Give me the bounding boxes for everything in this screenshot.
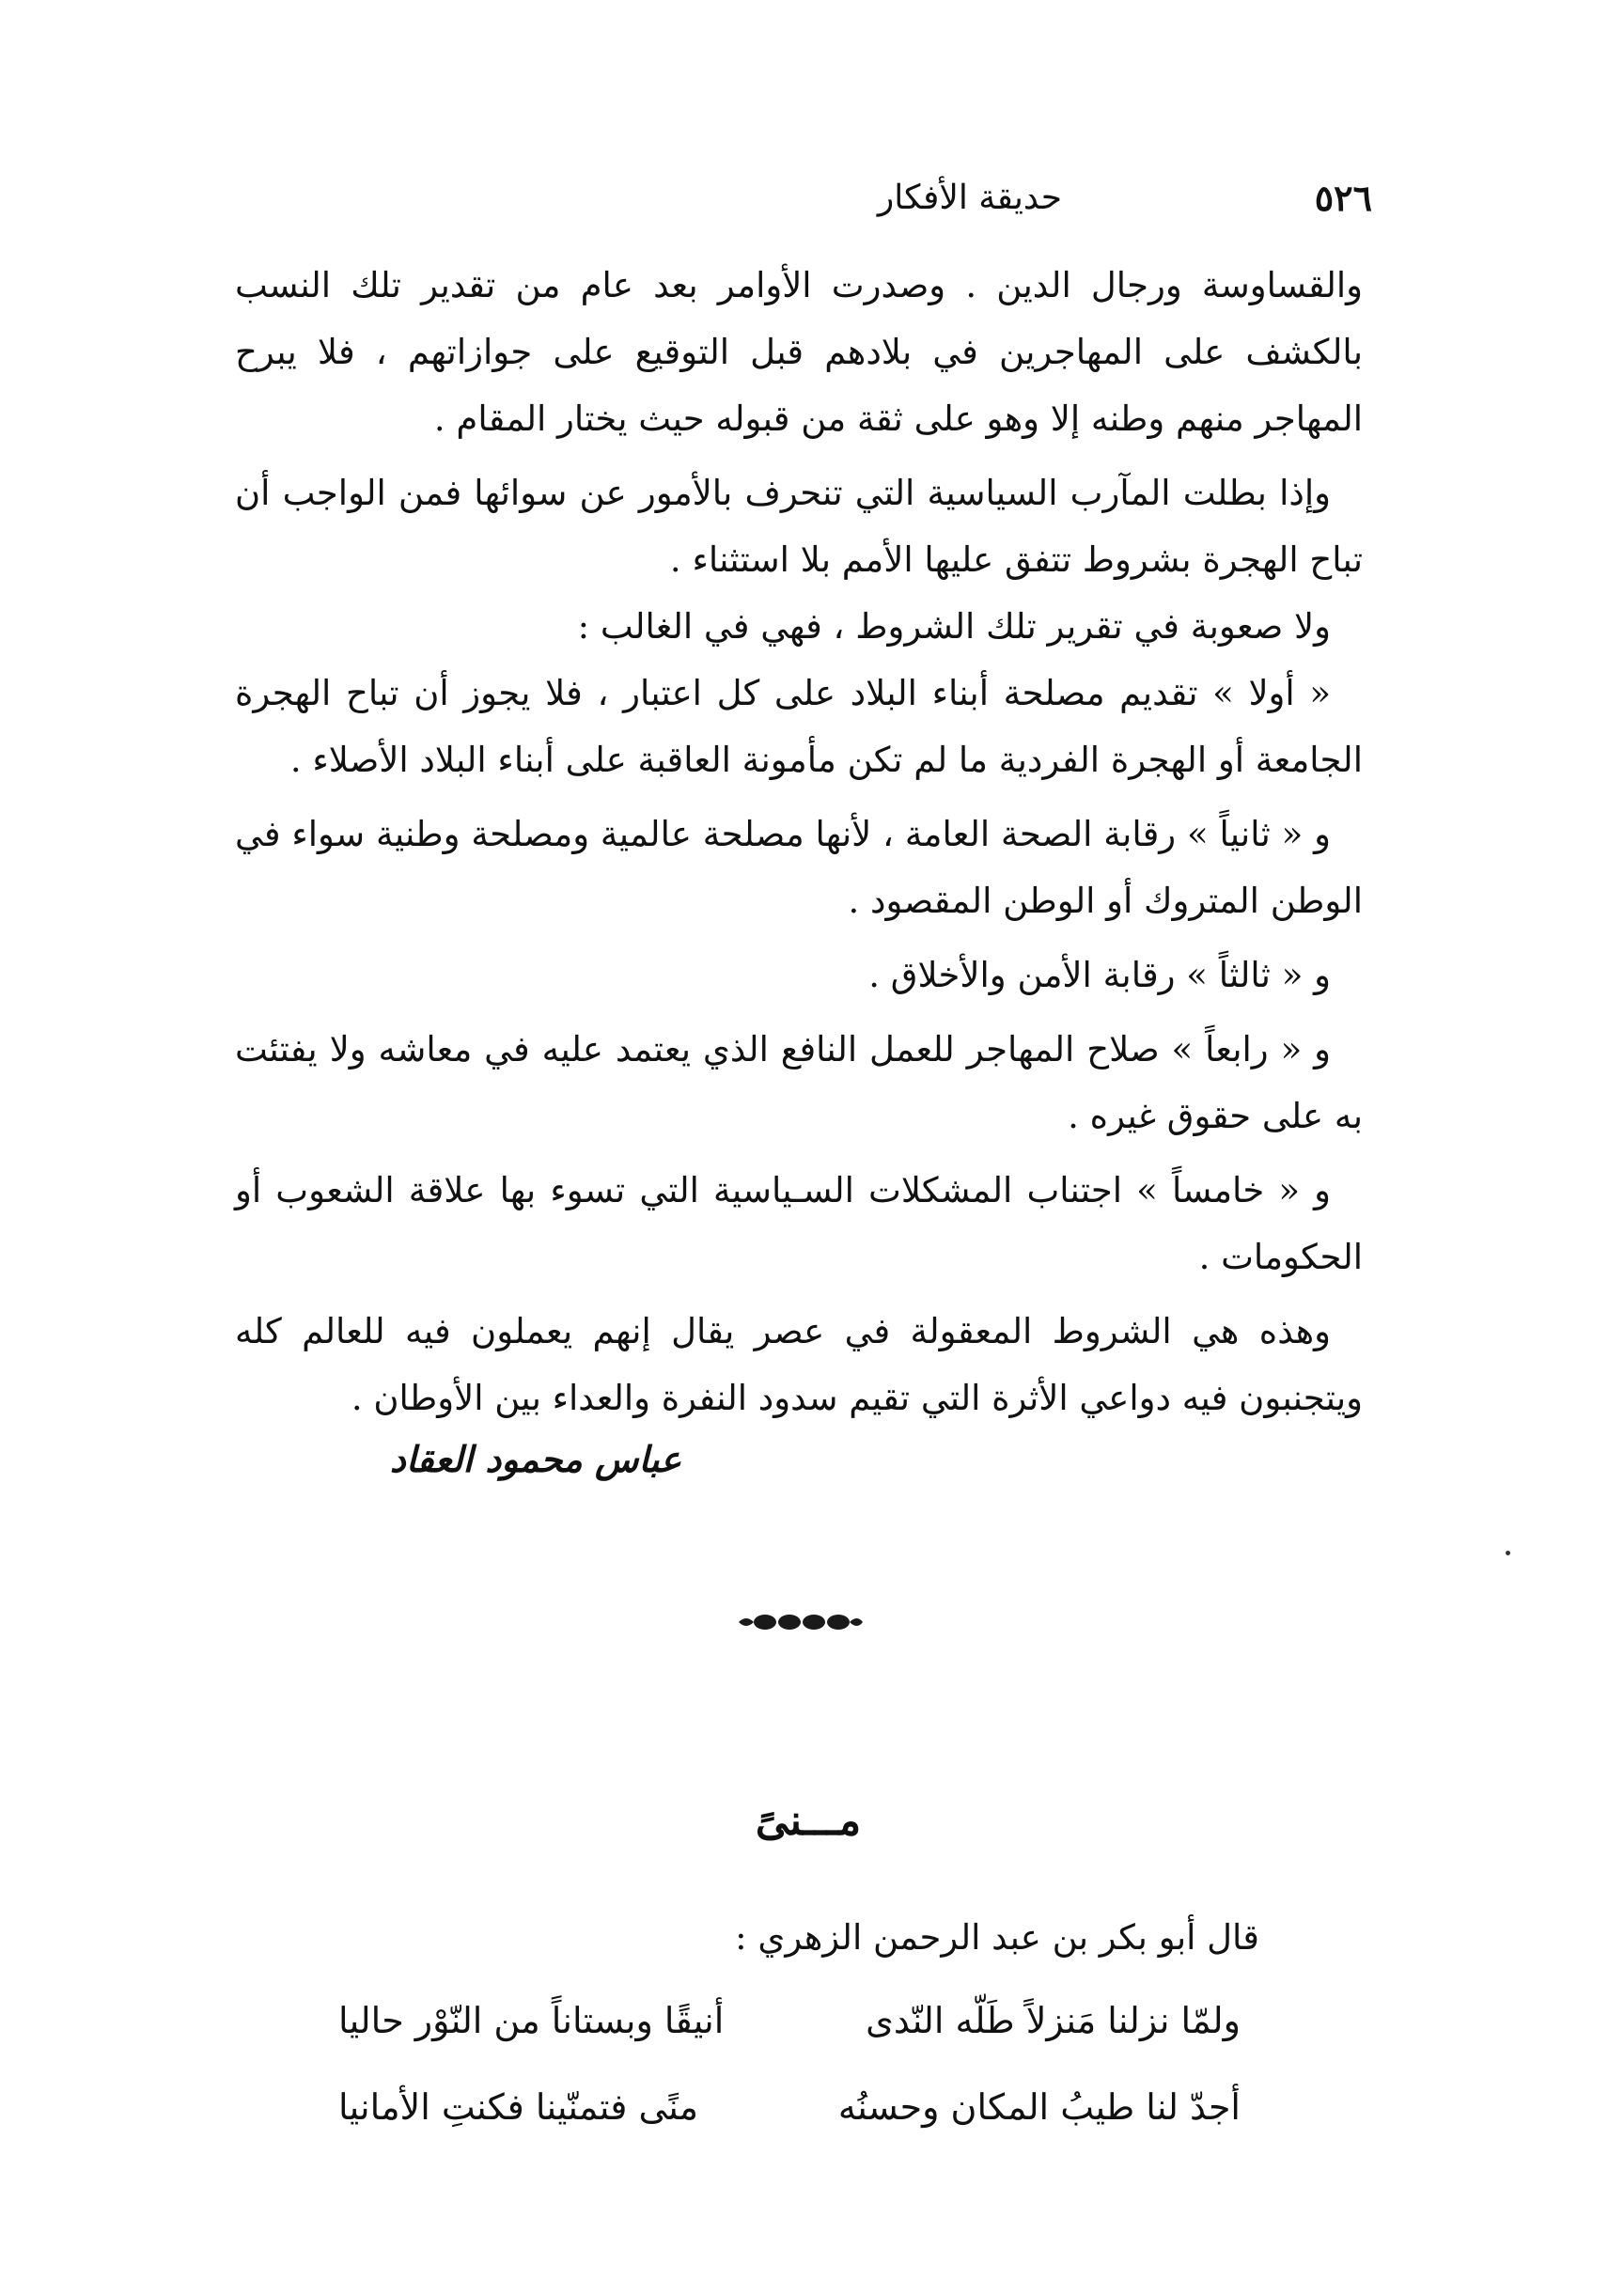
poem-intro: قال أبو بكر بن عبد الرحمن الزهري :	[735, 1917, 1259, 1958]
poem-verse	[338, 2000, 1241, 2056]
paragraph-condition-third: و « ثالثاً » رقابة الأمن والأخلاق .	[868, 955, 1331, 995]
stray-dot-mark	[1506, 1551, 1510, 1555]
running-title: حديقة الأفكار	[877, 179, 1062, 217]
article-body	[235, 252, 1363, 1431]
section-divider-ornament-icon	[737, 1609, 865, 1635]
author-signature: عباس محمود العقاد	[389, 1438, 682, 1480]
paragraph-political-aims: وإذا بطلت المآرب السياسية التي تنحرف بالأمور عن سوائها فمن الواجب أن تباح الهجرة بشروط تتفق عليها الأمم بلا استثناء .	[235, 473, 1363, 580]
poem-title: مـــنىً	[755, 1797, 862, 1845]
verse-second-hemistich: منًى فتمنّينا فكنتِ الأمانيا	[338, 2086, 699, 2128]
paragraph-conclusion: وهذه هي الشروط المعقولة في عصر يقال إنهم يعملون فيه للعالم كله ويتجنبون فيه دواعي الأثرة التي تقيم سدود النفرة والعداء بين الأوطان .	[235, 1311, 1363, 1418]
poem-verse	[338, 2086, 1241, 2143]
paragraph-continuation: والقساوسة ورجال الدين . وصدرت الأوامر بعد عام من تقدير تلك النسب بالكشف على المهاجرين في بلادهم قبل التوقيع على جوازاتهم ، فلا يبرح المهاجر منهم وطنه إلا وهو على ثقة من قبوله حيث يختار المقام .	[235, 265, 1363, 439]
paragraph-condition-second: و « ثانياً » رقابة الصحة العامة ، لأنها مصلحة عالمية ومصلحة وطنية سواء في الوطن المتروك أو الوطن المقصود .	[235, 814, 1363, 921]
paragraph-conditions-intro: ولا صعوبة في تقرير تلك الشروط ، فهي في الغالب :	[577, 606, 1331, 647]
verse-first-hemistich: أجدّ لنا طيبُ المكان وحسنُه	[837, 2086, 1241, 2128]
verse-first-hemistich: ولمّا نزلنا مَنزلاً طَلّه النّدى	[866, 2000, 1241, 2041]
paragraph-condition-fourth: و « رابعاً » صلاح المهاجر للعمل النافع الذي يعتمد عليه في معاشه ولا يفتئت به على حقوق غيره .	[235, 1029, 1363, 1136]
page-number: ٥٢٦	[1314, 177, 1372, 219]
paragraph-condition-first: « أولا » تقديم مصلحة أبناء البلاد على كل اعتبار ، فلا يجوز أن تباح الهجرة الجامعة أو الهجرة الفردية ما لم تكن مأمونة العاقبة على أبناء البلاد الأصلاء .	[235, 673, 1363, 780]
paragraph-condition-fifth: و « خامساً » اجتناب المشكلات السـياسية التي تسوء بها علاقة الشعوب أو الحكومات .	[235, 1170, 1363, 1277]
verse-second-hemistich: أنيقًا وبستاناً من النّوْر حاليا	[338, 2000, 725, 2041]
page-header	[658, 177, 1372, 224]
